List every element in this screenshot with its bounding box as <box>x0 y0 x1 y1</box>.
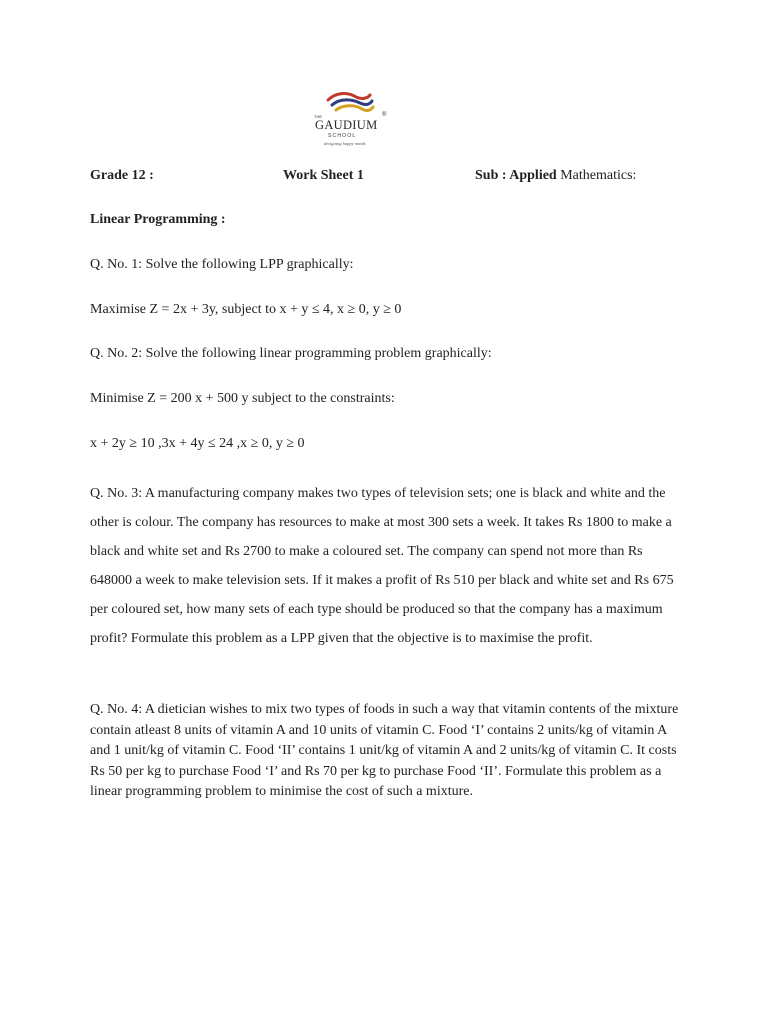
logo-tagline: designing happy minds <box>324 141 366 146</box>
subject-label <box>475 168 636 184</box>
registered-mark: ® <box>382 112 387 118</box>
q2-body: Minimise Z = 200 x + 500 y subject to the constraints: <box>90 391 395 406</box>
topic-heading: Linear Programming : <box>90 212 226 227</box>
grade-label: Grade 12 : <box>90 168 154 183</box>
q3-text: Q. No. 3: A manufacturing company makes two types of television sets; one is black and white and the other is colour. The company has resources to make at most 300 sets a week. It takes Rs 1800 to make a black and white set and Rs 2700 to make a coloured set. The company can spend not more than Rs 648000 a week to make television sets. If it makes a profit of Rs 510 per black and white set and Rs 675 per coloured set, how many sets of each type should be produced so that the company has a maximum profit? Formulate this problem as a LPP given that the objective is to maximise the profit. <box>90 486 674 646</box>
logo-stripes-icon <box>312 90 392 116</box>
subject-label-rest: Mathematics: <box>556 168 637 183</box>
q1-body: Maximise Z = 2x + 3y, subject to x + y ≤ 4, x ≥ 0, y ≥ 0 <box>90 302 402 317</box>
logo-prefix: THE <box>314 114 322 119</box>
sheet-title: Work Sheet 1 <box>283 168 364 183</box>
logo-name: GAUDIUM <box>315 118 378 132</box>
q2-constraints: x + 2y ≥ 10 ,3x + 4y ≤ 24 ,x ≥ 0, y ≥ 0 <box>90 436 305 451</box>
school-logo <box>312 90 392 152</box>
q4-text: Q. No. 4: A dietician wishes to mix two types of foods in such a way that vitamin contents of the mixture contain atleast 8 units of vitamin A and 10 units of vitamin C. Food ‘I’ contains 2 units/kg of vitamin A and 1 unit/kg of vitamin C. Food ‘II’ contains 1 unit/kg of vitamin A and 2 units/kg of vitamin C. It costs Rs 50 per kg to purchase Food ‘I’ and Rs 70 per kg to purchase Food ‘II’. Formulate this problem as a linear programming problem to minimise the cost of such a mixture. <box>90 702 679 799</box>
logo-subname: SCHOOL <box>328 133 357 139</box>
q2-prompt: Q. No. 2: Solve the following linear programming problem graphically: <box>90 346 492 361</box>
subject-label-bold: Sub : Applied <box>475 168 557 183</box>
worksheet-header <box>90 168 690 188</box>
q1-prompt: Q. No. 1: Solve the following LPP graphically: <box>90 257 354 272</box>
